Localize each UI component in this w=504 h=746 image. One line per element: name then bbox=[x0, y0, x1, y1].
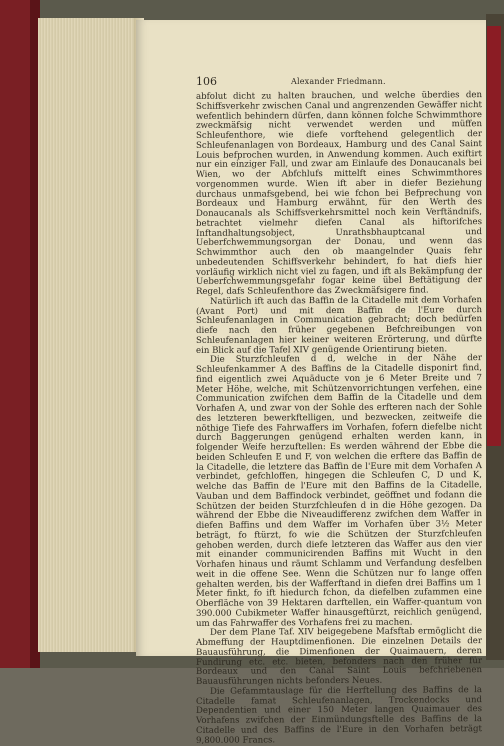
paragraph: Natürlich ift auch das Baffin de la Citadelle mit dem Vorhafen (Avant Port) und mit dem Baffin de l'Eure durch Schleufenanlagen in Communication gebracht; doch bedürfen diefe nach den früher gegebenen Befchreibungen von Schleufenanlagen hier keiner weiteren Erörterung, und dürfte ein Blick auf die Tafel XIV genügende Orientirung bieten. bbox=[196, 294, 482, 356]
paragraph: Die Sturzfchleufen d d, welche in der Nähe der Schleufenkammer A des Baffins de la Citadelle disponirt find, find eigentlich zwei Aquäducte von je 6 Meter Breite und 7 Meter Höhe, welche, mit Schützenvorrichtungen verfehen, eine Communication zwifchen dem Baffin de la Citadelle und dem Vorhafen A, und zwar von der Sohle des erfteren nach der Sohle des letzteren bewerkftelligen, und bezwecken, zeitweife die nöthige Tiefe des Fahrwaffers im Vorhafen, fofern diefelbe nicht durch Baggerungen genügend erhalten werden kann, in folgender Weife herzuftellen: Es werden während der Ebbe die beiden Schleufen E und F, von welchen die erftere das Baffin de la Citadelle, die letztere das Baffin de l'Eure mit dem Vorhafen A verbindet, gefchloffen, hingegen die Schleufen C, D und K, welche das Baffin de l'Eure mit den Baffins de la Citadelle, Vauban und dem Baffindock verbindet, geöffnet und fodann die Schützen der beiden Sturzfchleufen d in die Höhe gezogen. Da während der Ebbe die Niveaudifferenz zwifchen dem Waffer in diefen Baffins und dem Waffer im Vorhafen über 3½ Meter beträgt, fo ftürzt, fo wie die Schützen der Sturzfchleufen gehoben werden, durch diefe letzteren das Waffer aus den vier mit einander communicirenden Baffins mit Wucht in den Vorhafen hinaus und räumt Schlamm und Verfandung desfelben weit in die offene See. Wenn die Schützen nur fo lange offen gehalten werden, bis der Wafferftand in diefen drei Baffins um 1 Meter finkt, fo ift hiedurch fchon, da diefelben zufammen eine Oberfläche von 39 Hektaren darftellen, ein Waffer-quantum von 390.000 Cubikmeter Waffer hinausgeftürzt, reichlich genügend, um das Fahrwaffer des Vorhafens frei zu machen. bbox=[196, 353, 482, 629]
page-number: 106 bbox=[196, 75, 217, 88]
paragraph: abfolut dicht zu halten brauchen, und welche überdies den Schiffsverkehr zwischen Canal und angrenzenden Gewäffer nicht wefentlich behindern dürfen, dann können folche Schwimmthore zweckmäfsig nicht verwendet werden und müffen Schleufenthore, wie diefe vorftehend gelegentlich der Schleufenanlagen von Bordeaux, Hamburg und des Canal Saint Louis befprochen wurden, in Anwendung kommen. Auch exiftirt nur ein einziger Fall, und zwar am Einlaufe des Donaucanals bei Wien, wo der Abfchlufs mittelft eines Schwimmthores vorgenommen wurde. Wien ift aber in diefer Beziehung durchaus unmafsgebend, bei wie fchon bei Befprechung von Bordeaux und Hamburg erwähnt, für den Werth des Donaucanals als Schiffsverkehrsmittel noch kein Verftändnifs, betrachtet vielmehr diefen Canal als hiftorifches Inftandhaltungsobject, Unrathsbhauptcanal und Ueberfchwemmungsorgan der Donau, und wenn das Schwimmthor auch den ob maangelnder Quais fehr unbedeutenden Schiffsverkehr behindert, fo hat diefs hier vorläufig wirklich nicht viel zu fagen, und ift als Bekämpfung der Ueberfchwemmungsgefahr fogar keine übel Beftätigung der Regel, dafs Schleufenthore das Zweckmäfsigere find. bbox=[196, 90, 482, 297]
body-text bbox=[196, 91, 482, 746]
paragraph: Der dem Plane Taf. XIV beigegebene Mafsftab ermöglicht die Abmeffung der Hauptdimenfionen. Die einzelnen Details der Bauausführung, die Dimenfionen der Quaimauern, deren Fundirung etc. etc. bieten, befonders nach den früher für Bordeaux und den Canal Saint Louis befchriebenen Bauausführungen nichts befonders Neues. bbox=[196, 626, 482, 687]
running-title: Alexander Friedmann. bbox=[291, 77, 386, 86]
book-cover-edge bbox=[0, 0, 40, 668]
paragraph: Die Gefammtauslage für die Herftellung des Baffins de la Citadelle famat Schleufenanlagen, Trockendocks und Dependentien und einer 150 Meter langen Quaimauer des Vorhafens zwifchen der Einmündungsftelle des Baffins de la Citadelle und des Baffins de l'Eure in den Vorhafen beträgt 9,800.000 Francs. bbox=[196, 684, 482, 746]
red-bookmark-edge bbox=[487, 26, 501, 446]
page-stack-edges bbox=[38, 18, 144, 652]
